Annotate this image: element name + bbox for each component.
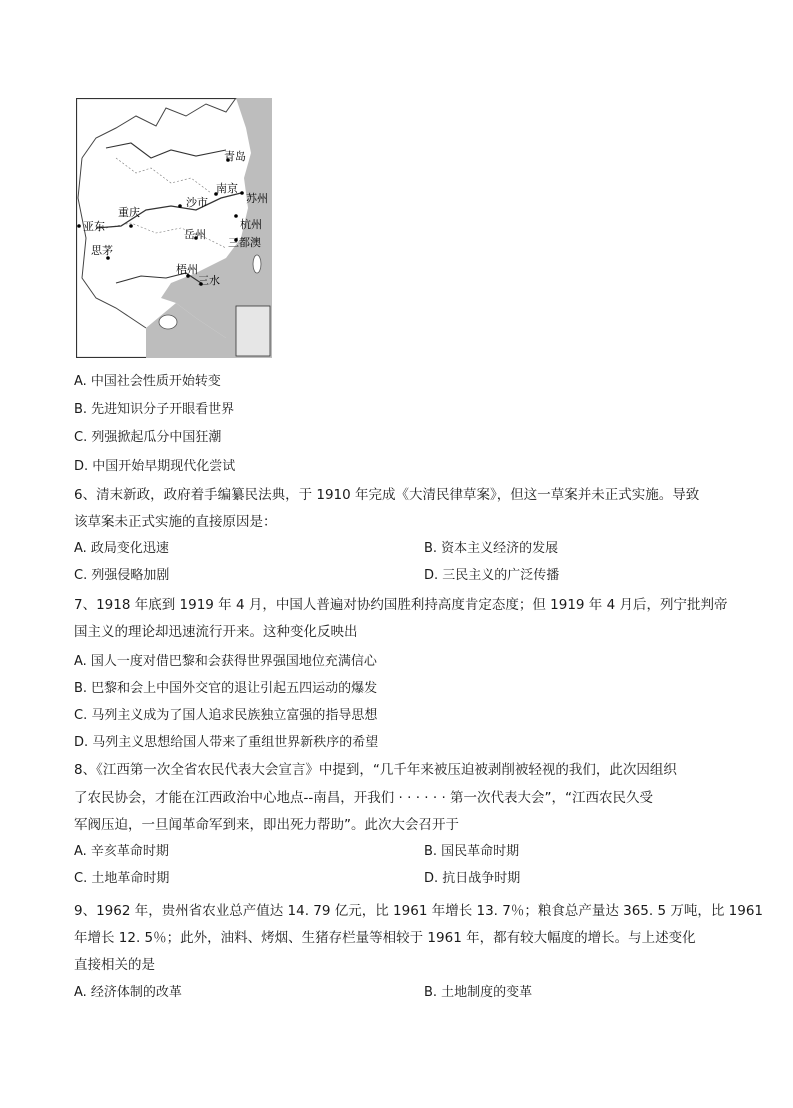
south-sea-inset [236,306,270,356]
q6-stem-line1: 6、清末新政，政府着手编纂民法典，于 1910 年完成《大清民律草案》，但这一草案并未正式实施。导致 [74,487,700,503]
q7-stem-line2: 国主义的理论却迅速流行开来。这种变化反映出 [74,624,358,640]
q8-stem-line1: 8、《江西第一次全省农民代表大会宣言》中提到，“几千年来被压迫被剥削被轻视的我们，此次因组织 [74,762,677,778]
city-suzhou: 苏州 [246,192,268,205]
city-simao: 思茅 [91,244,113,257]
q9-stem-line2: 年增长 12. 5％；此外，油料、烤烟、生猪存栏量等相较于 1961 年，都有较大幅度的增长。与上述变化 [74,930,696,946]
q6-option-a: A. 政局变化迅速 [74,541,169,556]
q7-option-c: C. 马列主义成为了国人追求民族独立富强的指导思想 [74,708,378,723]
q8-stem-line3: 军阀压迫，一旦闻革命军到来，即出死力帮助”。此次大会召开于 [74,817,459,833]
city-chongqing: 重庆 [118,206,140,219]
china-treaty-ports-map [76,98,272,358]
map-svg [76,98,272,358]
q5-option-c: C. 列强掀起瓜分中国狂潮 [74,430,222,445]
city-yuezhou: 岳州 [184,228,206,241]
q7-option-d: D. 马列主义思想给国人带来了重组世界新秩序的希望 [74,735,379,750]
q7-option-b: B. 巴黎和会上中国外交官的退让引起五四运动的爆发 [74,681,378,696]
q6-option-c: C. 列强侵略加剧 [74,568,170,583]
q8-option-b: B. 国民革命时期 [424,844,520,859]
q9-option-b: B. 土地制度的变革 [424,985,533,1000]
q5-option-d: D. 中国开始早期现代化尝试 [74,459,236,474]
city-sanshui: 三水 [198,274,220,287]
q6-option-d: D. 三民主义的广泛传播 [424,568,560,583]
city-yadong: 亚东 [83,220,105,233]
q8-option-a: A. 辛亥革命时期 [74,844,169,859]
city-wuzhou: 梧州 [176,263,198,276]
city-qingdao: 青岛 [224,150,246,163]
q6-option-b: B. 资本主义经济的发展 [424,541,559,556]
city-shashi: 沙市 [186,196,208,209]
city-hangzhou: 杭州 [240,218,262,231]
q9-stem-line3: 直接相关的是 [74,957,155,973]
q5-option-a: A. 中国社会性质开始转变 [74,374,221,389]
q8-option-d: D. 抗日战争时期 [424,871,521,886]
q9-option-a: A. 经济体制的改革 [74,985,182,1000]
q9-stem-line1: 9、1962 年，贵州省农业总产值达 14. 79 亿元，比 1961 年增长 13. 7％；粮食总产量达 365. 5 万吨，比 1961 [74,903,764,919]
q7-stem-line1: 7、1918 年底到 1919 年 4 月，中国人普遍对协约国胜利持高度肯定态度；但 1919 年 4 月后，列宁批判帝 [74,597,728,613]
city-nanjing: 南京 [216,182,238,195]
q5-option-b: B. 先进知识分子开眼看世界 [74,402,235,417]
q8-stem-line2: 了农民协会，才能在江西政治中心地点--南昌，开我们 · · · · · · 第一次代表大会”，“江西农民久受 [74,790,654,806]
q8-option-c: C. 土地革命时期 [74,871,170,886]
hainan-island [159,315,177,329]
q6-stem-line2: 该草案未正式实施的直接原因是： [74,514,277,530]
taiwan-island [253,255,261,273]
city-sandu-ao: 三都澳 [228,236,261,249]
q7-option-a: A. 国人一度对借巴黎和会获得世界强国地位充满信心 [74,654,377,669]
